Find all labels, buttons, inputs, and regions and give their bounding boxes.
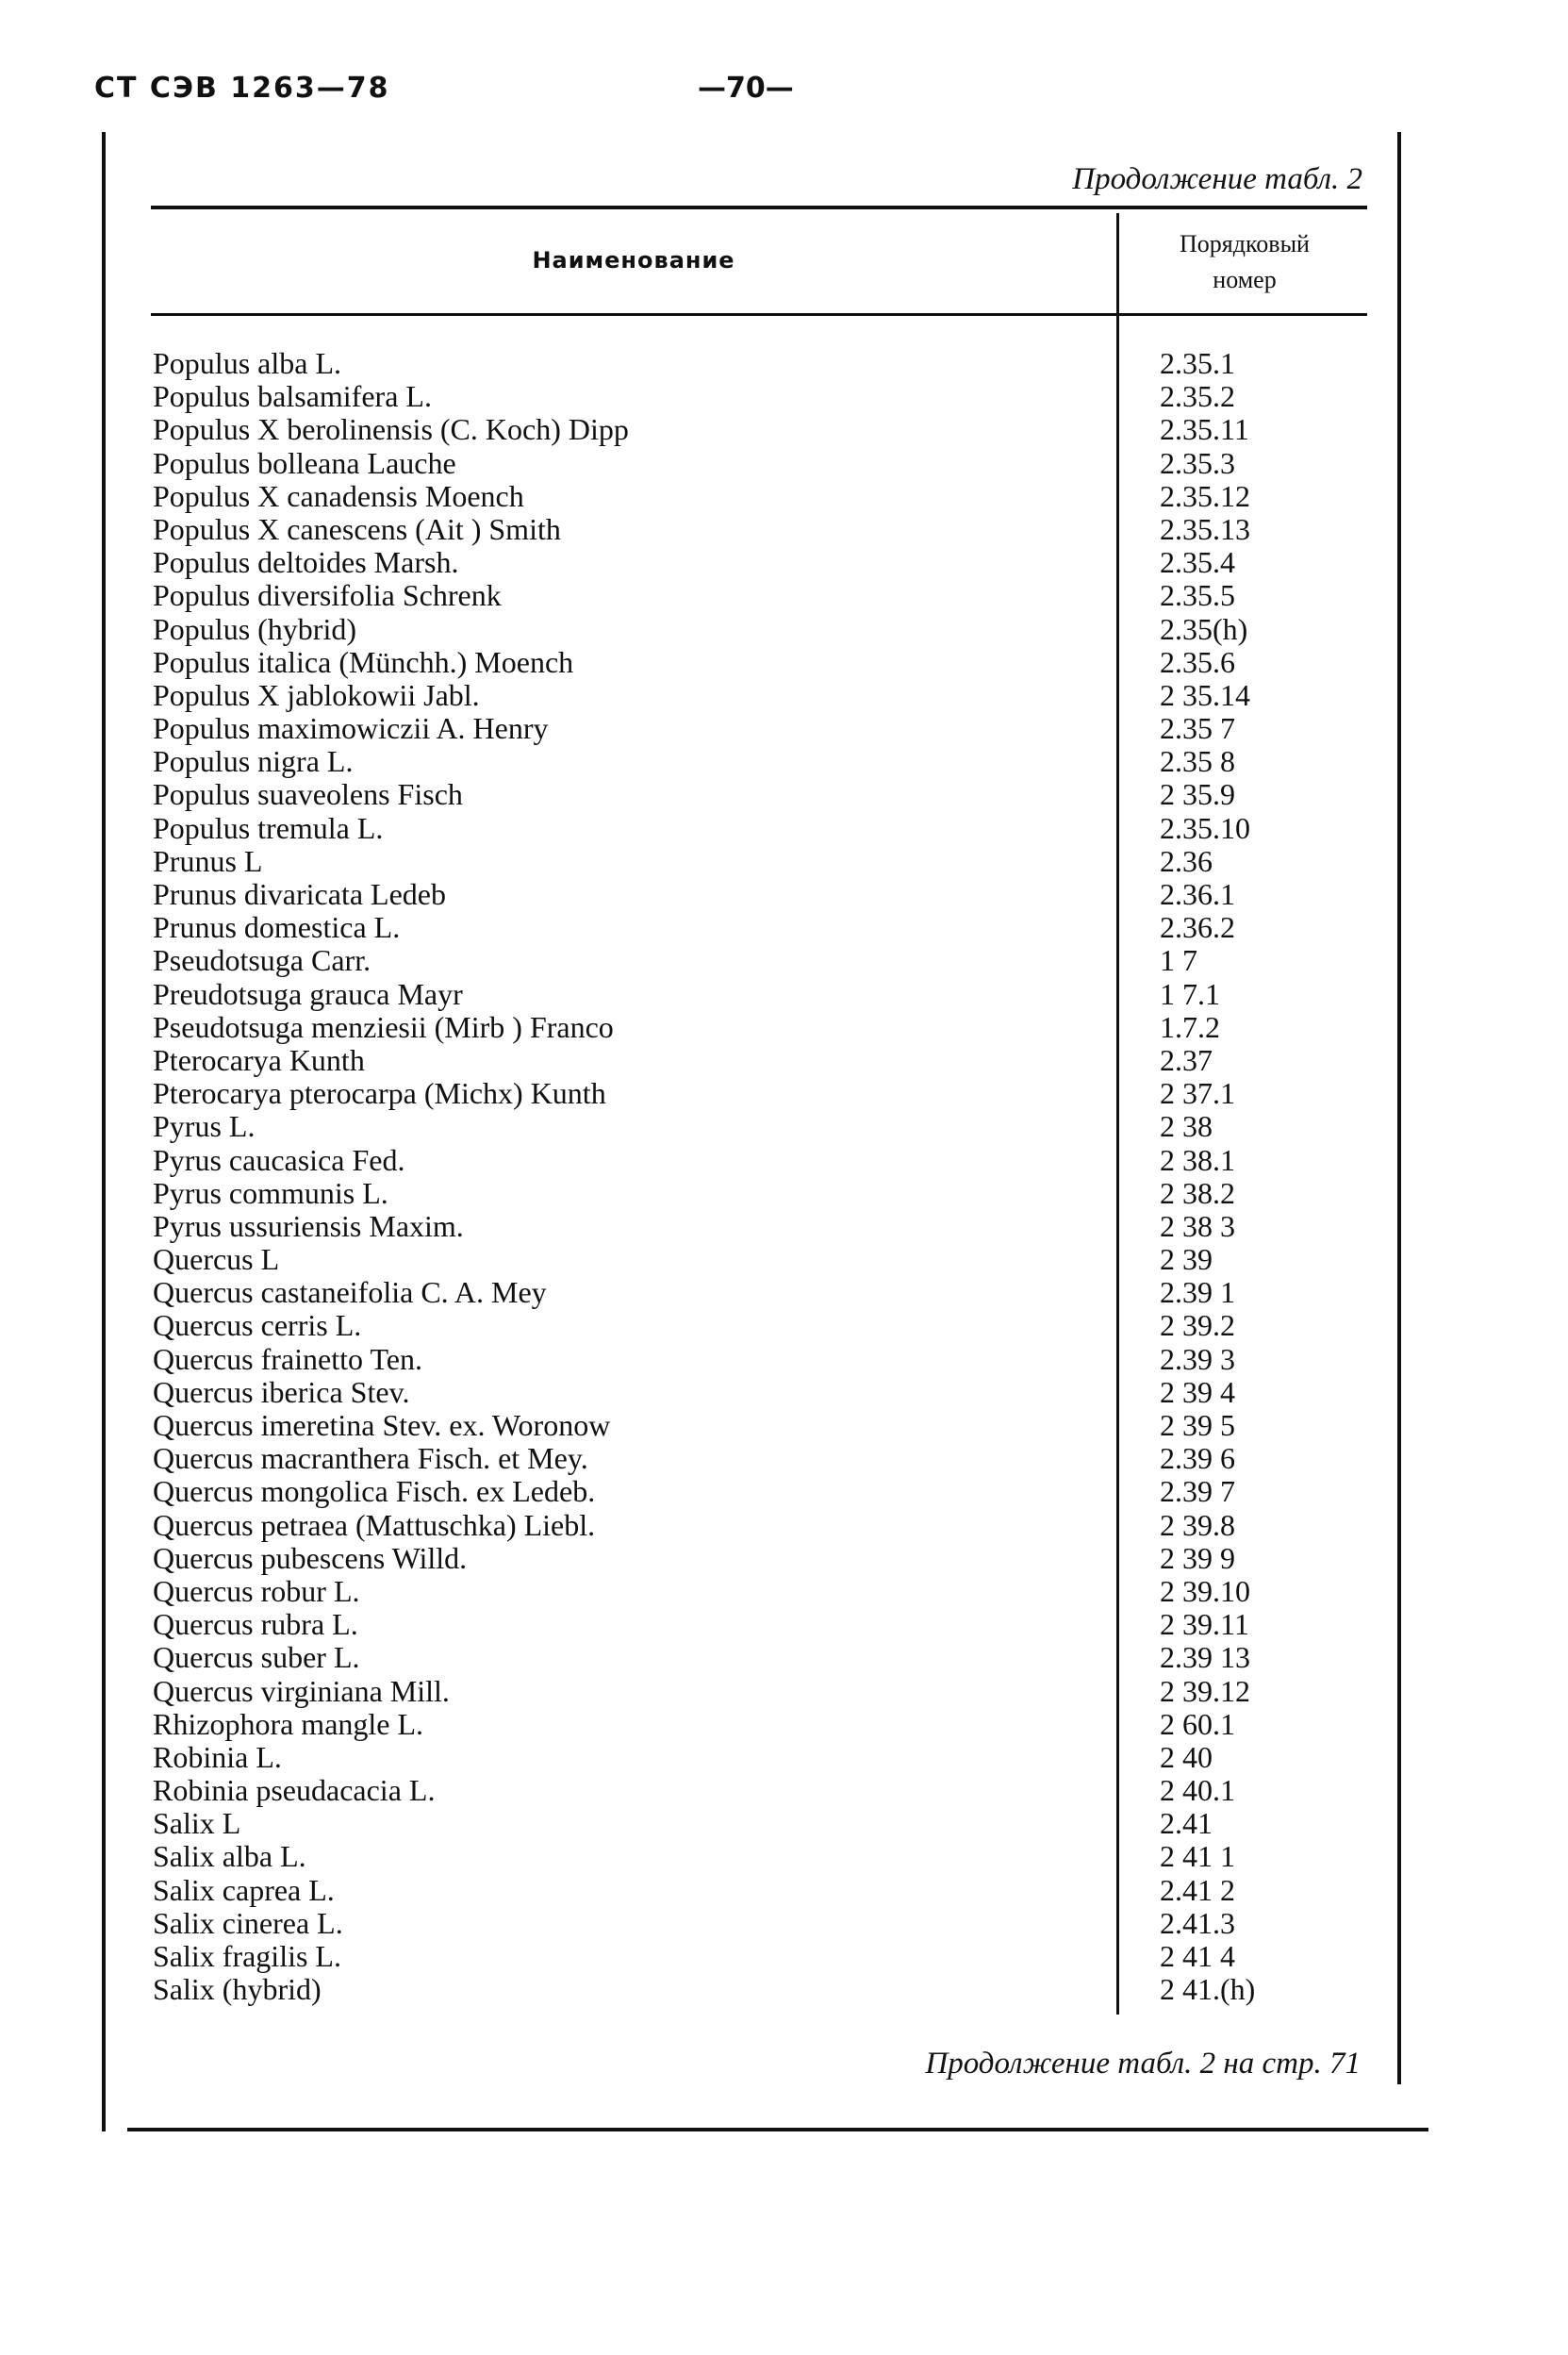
table-row <box>151 646 1367 679</box>
table-row <box>151 845 1367 878</box>
serial-number: 2.39 6 <box>1160 1441 1235 1476</box>
table-row <box>151 1940 1367 1973</box>
serial-number: 2 40.1 <box>1160 1773 1235 1808</box>
table-body <box>151 347 1367 2006</box>
species-name: Populus alba L. <box>153 346 341 380</box>
table-row <box>151 1409 1367 1442</box>
serial-number: 2.35.11 <box>1160 412 1249 447</box>
serial-number: 2.35.5 <box>1160 578 1235 613</box>
table-row <box>151 1110 1367 1143</box>
table-row <box>151 513 1367 546</box>
serial-number: 2.35.12 <box>1160 478 1250 513</box>
species-name: Populus maximowiczii A. Henry <box>153 711 549 746</box>
table-row <box>151 1542 1367 1575</box>
table-row <box>151 1144 1367 1177</box>
species-name: Prunus domestica L. <box>153 910 401 945</box>
table-row <box>151 1641 1367 1674</box>
serial-number: 2 40 <box>1160 1739 1213 1774</box>
table-row <box>151 1708 1367 1741</box>
serial-number: 2 39 4 <box>1160 1374 1235 1409</box>
species-name: Populus balsamifera L. <box>153 379 432 414</box>
species-name: Pyrus ussuriensis Maxim. <box>153 1208 464 1243</box>
species-name: Salix cinerea L. <box>153 1905 343 1940</box>
table-row <box>151 1011 1367 1044</box>
serial-number: 2 39 5 <box>1160 1408 1235 1442</box>
species-name: Quercus iberica Stev. <box>153 1374 410 1409</box>
serial-number: 2.39 3 <box>1160 1341 1235 1376</box>
serial-number: 2.39 1 <box>1160 1275 1235 1310</box>
table-row <box>151 1874 1367 1907</box>
species-name: Quercus cerris L. <box>153 1308 362 1343</box>
species-name: Quercus macranthera Fisch. et Mey. <box>153 1441 588 1476</box>
serial-number: 2.37 <box>1160 1042 1213 1077</box>
left-border-line <box>102 132 106 2131</box>
table-row <box>151 1774 1367 1807</box>
serial-number: 2.35.6 <box>1160 644 1235 679</box>
serial-number: 2 39.10 <box>1160 1573 1250 1608</box>
serial-number: 2 35.14 <box>1160 677 1250 712</box>
species-name: Quercus frainetto Ten. <box>153 1341 422 1376</box>
table-row <box>151 1309 1367 1342</box>
serial-number: 2 39.2 <box>1160 1308 1235 1343</box>
serial-number: 2.41 <box>1160 1806 1213 1841</box>
table-row <box>151 778 1367 811</box>
serial-number: 2.41 2 <box>1160 1872 1235 1907</box>
table-row <box>151 546 1367 579</box>
species-name: Quercus pubescens Willd. <box>153 1540 468 1575</box>
species-name: Quercus castaneifolia C. A. Mey <box>153 1275 547 1310</box>
serial-number: 2 41 4 <box>1160 1939 1235 1973</box>
table-row <box>151 1840 1367 1873</box>
serial-number: 2.35.3 <box>1160 445 1235 480</box>
table-row <box>151 480 1367 513</box>
serial-number: 2.36.1 <box>1160 877 1235 911</box>
serial-number: 2.35.10 <box>1160 810 1250 845</box>
species-name: Salix (hybrid) <box>153 1972 322 2007</box>
table-row <box>151 413 1367 446</box>
serial-number: 2 38 3 <box>1160 1208 1235 1243</box>
serial-number: 2 38.1 <box>1160 1142 1235 1177</box>
serial-number: 2 38 <box>1160 1109 1213 1144</box>
species-name: Salix caprea L. <box>153 1872 335 1907</box>
table-row <box>151 1177 1367 1210</box>
column-header-number-line1: Порядковый <box>1180 230 1310 257</box>
serial-number: 2.36 <box>1160 843 1213 878</box>
species-name: Prunus divaricata Ledeb <box>153 877 446 911</box>
species-name: Robinia L. <box>153 1739 282 1774</box>
species-name: Salix fragilis L. <box>153 1939 341 1973</box>
table-row <box>151 679 1367 712</box>
serial-number: 2.35(h) <box>1160 611 1248 646</box>
species-name: Populus nigra L. <box>153 744 354 779</box>
species-name: Populus X canescens (Ait ) Smith <box>153 511 561 546</box>
serial-number: 2 39.12 <box>1160 1673 1250 1708</box>
species-name: Pyrus caucasica Fed. <box>153 1142 405 1177</box>
serial-number: 2.39 13 <box>1160 1640 1250 1675</box>
table-row <box>151 1509 1367 1542</box>
species-name: Populus (hybrid) <box>153 611 356 646</box>
species-name: Quercus mongolica Fisch. ex Ledeb. <box>153 1474 596 1509</box>
species-name: Rhizophora mangle L. <box>153 1706 424 1741</box>
species-name: Populus X berolinensis (C. Koch) Dipp <box>153 412 629 447</box>
species-name: Salix alba L. <box>153 1839 306 1874</box>
table-row <box>151 745 1367 778</box>
table-row <box>151 1807 1367 1840</box>
serial-number: 2.41.3 <box>1160 1905 1235 1940</box>
serial-number: 1 7 <box>1160 943 1197 978</box>
table-row <box>151 812 1367 845</box>
table-row <box>151 712 1367 745</box>
table-row <box>151 1343 1367 1376</box>
table-row <box>151 1608 1367 1641</box>
header-bottom-rule <box>151 313 1367 316</box>
serial-number: 2 41 1 <box>1160 1839 1235 1874</box>
species-name: Pyrus L. <box>153 1109 256 1144</box>
species-name: Prunus L <box>153 843 263 878</box>
table-top-rule <box>151 206 1367 209</box>
serial-number: 2.35.2 <box>1160 379 1235 414</box>
species-name: Pterocarya pterocarpa (Michx) Kunth <box>153 1076 606 1111</box>
species-name: Populus suaveolens Fisch <box>153 777 463 812</box>
table-row <box>151 1243 1367 1276</box>
table-row <box>151 878 1367 911</box>
serial-number: 2.36.2 <box>1160 910 1235 945</box>
species-name: Pyrus communis L. <box>153 1175 388 1210</box>
serial-number: 2 60.1 <box>1160 1706 1235 1741</box>
right-border-line <box>1397 132 1401 2084</box>
serial-number: 2.35.4 <box>1160 545 1235 580</box>
serial-number: 1.7.2 <box>1160 1009 1220 1044</box>
species-name: Robinia pseudacacia L. <box>153 1773 436 1808</box>
serial-number: 2 37.1 <box>1160 1076 1235 1111</box>
species-name: Populus italica (Münchh.) Moench <box>153 644 574 679</box>
species-name: Populus diversifolia Schrenk <box>153 578 502 613</box>
serial-number: 2 35.9 <box>1160 777 1235 812</box>
species-name: Pseudotsuga Carr. <box>153 943 371 978</box>
table-row <box>151 1210 1367 1243</box>
table-row <box>151 1475 1367 1508</box>
table-row <box>151 579 1367 612</box>
species-name: Pseudotsuga menziesii (Mirb ) Franco <box>153 1009 614 1044</box>
serial-number: 2 39 9 <box>1160 1540 1235 1575</box>
serial-number: 2 39.8 <box>1160 1507 1235 1542</box>
species-name: Quercus rubra L. <box>153 1607 358 1642</box>
continuation-top-note: Продолжение табл. 2 <box>1072 162 1362 196</box>
page-number: —70— <box>698 72 794 105</box>
species-name: Pterocarya Kunth <box>153 1042 365 1077</box>
serial-number: 2.39 7 <box>1160 1474 1235 1509</box>
table-row <box>151 944 1367 977</box>
species-name: Quercus virginiana Mill. <box>153 1673 450 1708</box>
table-row <box>151 1077 1367 1110</box>
species-name: Populus X canadensis Moench <box>153 478 524 513</box>
table-row <box>151 911 1367 944</box>
species-name: Populus X jablokowii Jabl. <box>153 677 480 712</box>
serial-number: 2.35 8 <box>1160 744 1235 779</box>
serial-number: 2.35.13 <box>1160 511 1250 546</box>
serial-number: 2 39.11 <box>1160 1607 1249 1642</box>
serial-number: 1 7.1 <box>1160 976 1220 1011</box>
continuation-bottom-note: Продолжение табл. 2 на стр. 71 <box>925 2047 1361 2081</box>
species-name: Preudotsuga grauca Mayr <box>153 976 463 1011</box>
table-row <box>151 347 1367 380</box>
column-header-number <box>1122 226 1367 298</box>
species-name: Salix L <box>153 1806 241 1841</box>
table-row <box>151 1575 1367 1608</box>
species-name: Quercus suber L. <box>153 1640 360 1675</box>
bottom-rule <box>127 2128 1428 2131</box>
species-name: Populus tremula L. <box>153 810 384 845</box>
species-name: Quercus robur L. <box>153 1573 360 1608</box>
table-row <box>151 1376 1367 1409</box>
species-name: Populus bolleana Lauche <box>153 445 456 480</box>
serial-number: 2.35 7 <box>1160 711 1235 746</box>
table-row <box>151 1907 1367 1940</box>
standard-code: СТ СЭВ 1263—78 <box>94 72 390 105</box>
serial-number: 2 39 <box>1160 1242 1213 1277</box>
species-name: Populus deltoides Marsh. <box>153 545 459 580</box>
table-row <box>151 1276 1367 1309</box>
serial-number: 2.35.1 <box>1160 346 1235 380</box>
serial-number: 2 41.(h) <box>1160 1972 1256 2007</box>
table-row <box>151 1044 1367 1077</box>
species-name: Quercus imeretina Stev. ex. Woronow <box>153 1408 611 1442</box>
table-row <box>151 1741 1367 1774</box>
table-row <box>151 1973 1367 2006</box>
column-header-number-line2: номер <box>1213 266 1277 293</box>
page-header <box>94 72 849 128</box>
table-row <box>151 1675 1367 1708</box>
species-name: Quercus petraea (Mattuschka) Liebl. <box>153 1507 596 1542</box>
species-name: Quercus L <box>153 1242 280 1277</box>
column-header-name: Наименование <box>532 247 735 274</box>
table-row <box>151 613 1367 646</box>
serial-number: 2 38.2 <box>1160 1175 1235 1210</box>
table-row <box>151 1442 1367 1475</box>
table-row <box>151 447 1367 480</box>
table-row <box>151 978 1367 1011</box>
table-row <box>151 380 1367 413</box>
